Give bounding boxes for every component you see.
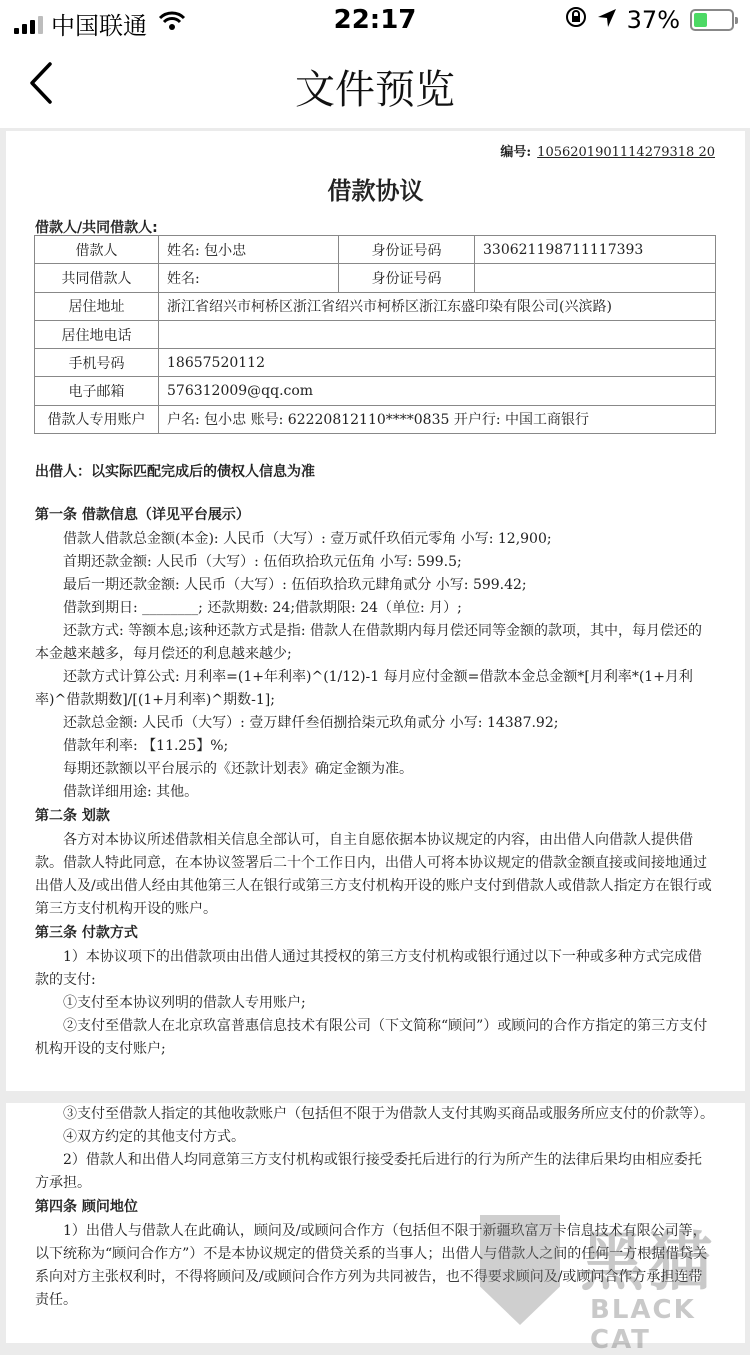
article-1-line: 每期还款额以平台展示的《还款计划表》确定金额为准。 (63, 761, 413, 777)
article-1-line: 还款方式: 等额本息;该种还款方式是指: 借款人在借款期内每月偿还同等金额的款项，其中，每月偿还的本金越来越多，每月偿还的利息越来越少; (35, 623, 703, 662)
table-cell: 身份证号码 (339, 236, 475, 264)
article-3-paragraph: ④双方约定的其他支付方式。 (63, 1129, 245, 1145)
wifi-icon (159, 11, 185, 37)
lender-line: 出借人：以实际匹配完成后的债权人信息为准 (35, 464, 315, 480)
agreement-body-continued (35, 1103, 715, 1312)
table-cell: 浙江省绍兴市柯桥区浙江省绍兴市柯桥区浙江东盛印染有限公司(兴滨路) (159, 292, 716, 320)
article-2-paragraph: 各方对本协议所述借款相关信息全部认可，自主自愿依据本协议规定的内容，由出借人向借款人提供借款。借款人特此同意，在本协议签署后二十个工作日内，出借人可将本协议规定的借款金额直接或间接地通过出借人及/或出借人经由其他第三人在银行或第三方支付机构开设的账户支付到借款人或借款人指定方在银行或第三方支付机构开设的账户。 (35, 832, 712, 917)
table-row (35, 236, 716, 264)
table-cell: 姓名: 包小忠 (159, 236, 339, 264)
table-cell: 576312009@qq.com (159, 377, 716, 405)
table-cell: 户名: 包小忠 账号: 62220812110****0835 开户行: 中国工商银行 (159, 405, 716, 433)
article-1-line: 还款总金额: 人民币（大写）: 壹万肆仟叁佰捌拾柒元玖角贰分 小写: 14387.92; (63, 715, 559, 731)
table-cell: 借款人专用账户 (35, 405, 159, 433)
table-cell: 共同借款人 (35, 264, 159, 292)
document-number-label: 编号: (500, 145, 532, 160)
borrower-table (34, 235, 716, 434)
article-2-heading: 第二条 划款 (35, 808, 110, 824)
nav-bar (0, 40, 750, 128)
document-number (500, 141, 715, 160)
status-right (565, 6, 734, 34)
article-3-heading: 第三条 付款方式 (35, 925, 138, 941)
table-row (35, 320, 716, 348)
table-cell: 居住地址 (35, 292, 159, 320)
document-page-2[interactable] (6, 1103, 745, 1343)
table-cell: 330621198711117393 (475, 236, 716, 264)
article-1-line: 借款年利率: 【11.25】%; (63, 738, 229, 754)
table-row (35, 349, 716, 377)
table-cell: 18657520112 (159, 349, 716, 377)
table-cell: 电子邮箱 (35, 377, 159, 405)
document-number-value: 1056201901114279318 20 (537, 145, 715, 160)
table-row (35, 377, 716, 405)
rotation-lock-icon (565, 6, 587, 34)
table-cell: 身份证号码 (339, 264, 475, 292)
table-row (35, 292, 716, 320)
article-4-paragraph: 1）出借人与借款人在此确认，顾问及/或顾问合作方（包括但不限于新疆玖富万卡信息技术有限公司等，以下统称为“顾问合作方”）不是本协议规定的借贷关系的当事人；出借人与借款人之间的任何一方根据借贷关系向对方主张权利时，不得将顾问及/或顾问合作方列为共同被告，也不得要求顾问及/或顾问合作方承担连带责任。 (35, 1223, 708, 1308)
watermark-en-text: BLACK CAT (590, 1295, 696, 1355)
carrier-name: 中国联通 (51, 12, 147, 40)
battery-icon (690, 9, 734, 31)
table-cell (159, 320, 716, 348)
article-4-heading: 第四条 顾问地位 (35, 1199, 138, 1215)
article-1-line: 借款到期日: ________; 还款期数: 24;借款期限: 24（单位: 月）; (63, 600, 462, 616)
battery-fill (694, 13, 707, 27)
page-title: 文件预览 (295, 67, 455, 113)
table-cell: 借款人 (35, 236, 159, 264)
article-1-heading: 第一条 借款信息（详见平台展示） (35, 507, 250, 523)
watermark-cn-text: 黑猫 (580, 1226, 716, 1300)
article-1-line: 还款方式计算公式: 月利率=(1+年利率)^(1/12)-1 每月应付金额=借款本金总金额*[月利率*(1+月利率)^借款期数]/[(1+月利率)^期数-1]; (35, 669, 693, 708)
table-row (35, 264, 716, 292)
document-page-1[interactable] (6, 131, 745, 1091)
article-3-paragraph: ③支付至借款人指定的其他收款账户（包括但不限于为借款人支付其购买商品或服务所应支付的价款等）。 (63, 1106, 714, 1122)
signal-icon (14, 14, 43, 34)
status-time: 22:17 (333, 5, 417, 35)
article-1-line: 首期还款金额: 人民币（大写）: 伍佰玖拾玖元伍角 小写: 599.5; (63, 554, 462, 570)
status-left (14, 6, 185, 41)
table-cell: 手机号码 (35, 349, 159, 377)
article-1-line: 最后一期还款金额: 人民币（大写）: 伍佰玖拾玖元肆角贰分 小写: 599.42; (63, 577, 527, 593)
table-cell (475, 264, 716, 292)
article-3-paragraph: ②支付至借款人在北京玖富普惠信息技术有限公司（下文简称“顾问”）或顾问的合作方指定的第三方支付机构开设的支付账户; (35, 1018, 708, 1057)
table-cell: 居住地电话 (35, 320, 159, 348)
borrower-section-heading: 借款人/共同借款人: (35, 220, 158, 236)
agreement-body (35, 503, 715, 1061)
document-title: 借款协议 (327, 177, 424, 205)
location-arrow-icon (597, 6, 617, 34)
article-3-paragraph: 2）借款人和出借人均同意第三方支付机构或银行接受委托后进行的行为所产生的法律后果均由相应委托方承担。 (35, 1152, 702, 1191)
status-bar (0, 0, 750, 40)
article-3-paragraph: ①支付至本协议列明的借款人专用账户; (63, 995, 306, 1011)
article-1-line: 借款详细用途: 其他。 (63, 784, 199, 800)
article-3-paragraph: 1）本协议项下的出借款项由出借人通过其授权的第三方支付机构或银行通过以下一种或多种方式完成借款的支付: (35, 949, 702, 988)
battery-percent: 37% (626, 6, 680, 34)
article-1-line: 借款人借款总金额(本金): 人民币（大写）: 壹万贰仟玖佰元零角 小写: 12,900; (63, 531, 552, 547)
table-row (35, 405, 716, 433)
table-cell: 姓名: (159, 264, 339, 292)
